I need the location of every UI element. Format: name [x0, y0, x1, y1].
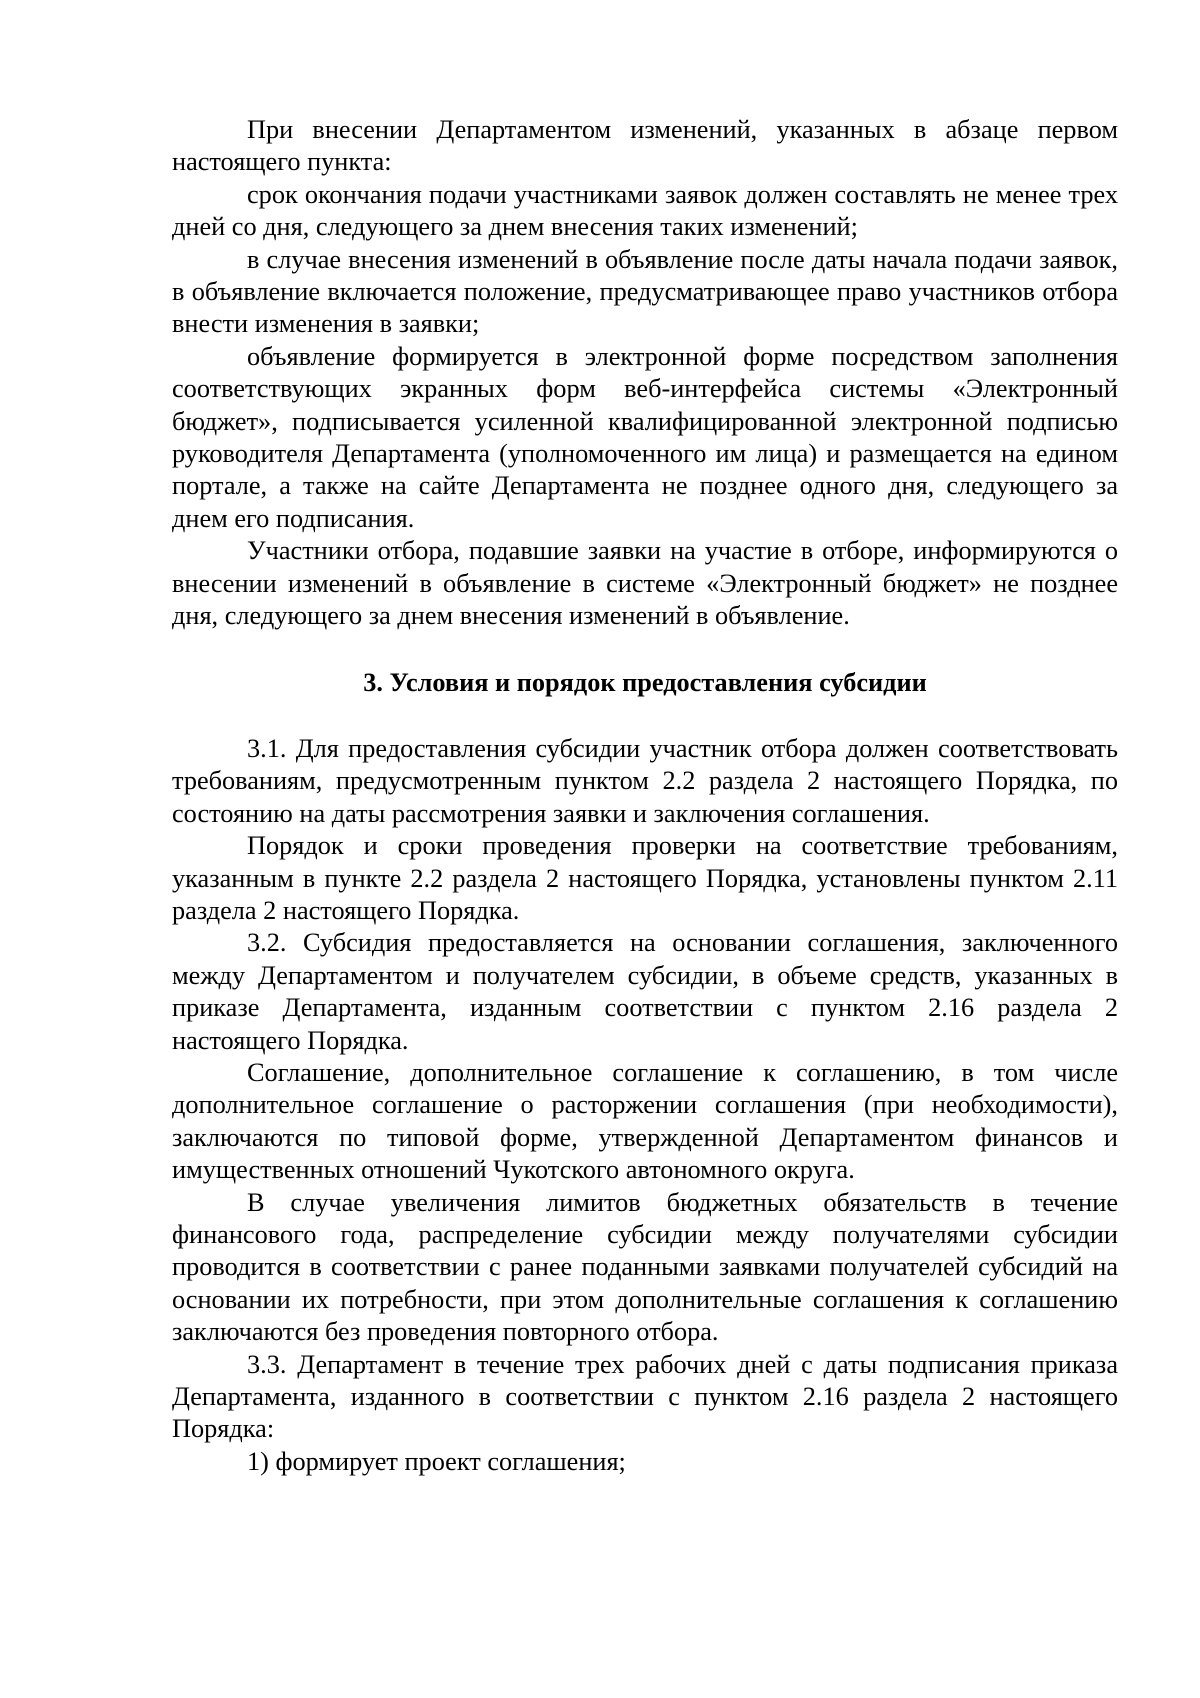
paragraph: срок окончания подачи участниками заявок должен составлять не менее трех дней со дня, следующего за днем внесения таких изменений; — [172, 179, 1118, 242]
paragraph: в случае внесения изменений в объявление после даты начала подачи заявок, в объявление включается положение, предусматривающее право участников отбора внести изменения в заявки; — [172, 244, 1118, 339]
paragraph: Порядок и сроки проведения проверки на соответствие требованиям, указанным в пункте 2.2 раздела 2 настоящего Порядка, установлены пунктом 2.11 раздела 2 настоящего Порядка. — [172, 831, 1118, 925]
section-heading: 3. Условия и порядок предоставления субсидии — [363, 667, 927, 697]
paragraph: В случае увеличения лимитов бюджетных обязательств в течение финансового года, распределение субсидии между получателями субсидии проводится в соответствии с ранее поданными заявками получателей субсидий на основании их потребности, при этом дополнительные соглашения к соглашению заключаются без проведения повторного отбора. — [172, 1187, 1118, 1347]
paragraph: При внесении Департаментом изменений, указанных в абзаце первом настоящего пункта: — [172, 115, 1118, 177]
paragraph: Участники отбора, подавшие заявки на участие в отборе, информируются о внесении изменений в объявление в системе «Электронный бюджет» не позднее дня, следующего за днем внесения изменений в объявление. — [172, 536, 1118, 631]
document-page — [172, 114, 1118, 1478]
paragraph: 3.1. Для предоставления субсидии участник отбора должен соответствовать требованиям, предусмотренным пунктом 2.2 раздела 2 настоящего Порядка, по состоянию на даты рассмотрения заявки и заключения соглашения. — [172, 733, 1118, 828]
paragraph: Соглашение, дополнительное соглашение к соглашению, в том числе дополнительное соглашение о расторжении соглашения (при необходимости), заключаются по типовой форме, утвержденной Департаментом финансов и имущественных отношений Чукотского автономного округа. — [172, 1057, 1118, 1185]
paragraph: 1) формирует проект соглашения; — [247, 1446, 626, 1476]
paragraph: 3.3. Департамент в течение трех рабочих дней с даты подписания приказа Департамента, изданного в соответствии с пунктом 2.16 раздела 2 настоящего Порядка: — [172, 1349, 1118, 1444]
paragraph: объявление формируется в электронной форме посредством заполнения соответствующих экранных форм веб-интерфейса системы «Электронный бюджет», подписывается усиленной квалифицированной электронной подписью руководителя Департамента (уполномоченного им лица) и размещается на едином портале, а также на сайте Департамента не позднее одного дня, следующего за днем его подписания. — [172, 341, 1118, 533]
paragraph: 3.2. Субсидия предоставляется на основании соглашения, заключенного между Департаментом и получателем субсидии, в объеме средств, указанных в приказе Департамента, изданным соответствии с пунктом 2.16 раздела 2 настоящего Порядка. — [172, 928, 1118, 1055]
